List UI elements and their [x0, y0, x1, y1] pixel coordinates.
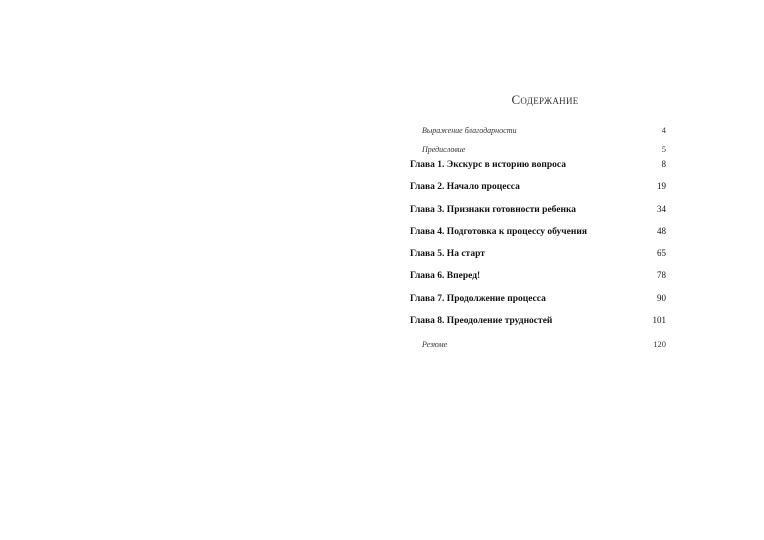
- toc-entry-label: Резюме: [422, 340, 448, 350]
- dot-leader: [487, 248, 648, 258]
- toc-entry-page: 5: [661, 144, 666, 154]
- toc-entry-label: Предисловие: [422, 145, 466, 154]
- toc-entry-acknowledgements: [410, 121, 666, 139]
- toc-list: [410, 121, 666, 353]
- toc-entry-label: Глава 7. Продолжение процесса: [410, 293, 546, 304]
- toc-entry-label: Глава 1. Экскурс в историю вопроса: [410, 160, 566, 170]
- dot-leader: [578, 203, 648, 213]
- toc-title: Содержание: [511, 92, 579, 107]
- toc-entry-chapter-3: [410, 198, 666, 220]
- dot-leader: [467, 145, 648, 153]
- dot-leader: [449, 340, 648, 348]
- toc-entry-page: 65: [657, 248, 666, 259]
- toc-entry-page: 34: [657, 203, 666, 214]
- dot-leader: [554, 315, 648, 325]
- toc-entry-chapter-8: [410, 309, 666, 331]
- toc-entry-chapter-5: [410, 242, 666, 264]
- toc-entry-page: 8: [661, 159, 666, 169]
- dot-leader: [548, 292, 648, 302]
- toc-entry-summary: [410, 335, 666, 353]
- toc-entry-label: Глава 6. Вперед!: [410, 271, 481, 282]
- toc-entry-label: Глава 8. Преодоление трудностей: [410, 316, 553, 327]
- toc-entry-chapter-4: [410, 220, 666, 242]
- toc-entry-page: 4: [661, 125, 666, 135]
- table-of-contents: [410, 92, 666, 353]
- toc-entry-label: Глава 4. Подготовка к процессу обучения: [410, 226, 587, 237]
- toc-entry-chapter-6: [410, 264, 666, 286]
- toc-entry-page: 19: [657, 181, 666, 192]
- toc-entry-label: Глава 2. Начало процесса: [410, 182, 520, 193]
- toc-entry-page: 90: [657, 292, 666, 303]
- toc-entry-chapter-2: [410, 175, 666, 197]
- toc-entry-chapter-1: [410, 153, 666, 175]
- dot-leader: [518, 126, 648, 134]
- toc-entry-label: Выражение благодарности: [422, 126, 517, 135]
- dot-leader: [482, 270, 648, 280]
- toc-entry-page: 120: [653, 339, 666, 350]
- toc-entry-page: 78: [657, 270, 666, 281]
- toc-entry-label: Глава 3. Признаки готовности ребенка: [410, 204, 577, 215]
- toc-entry-page: 48: [657, 225, 666, 236]
- toc-entry-label: Глава 5. На старт: [410, 249, 485, 260]
- toc-entry-chapter-7: [410, 287, 666, 309]
- dot-leader: [589, 225, 648, 235]
- dot-leader: [568, 159, 648, 169]
- toc-entry-page: 101: [652, 315, 666, 326]
- dot-leader: [522, 181, 648, 191]
